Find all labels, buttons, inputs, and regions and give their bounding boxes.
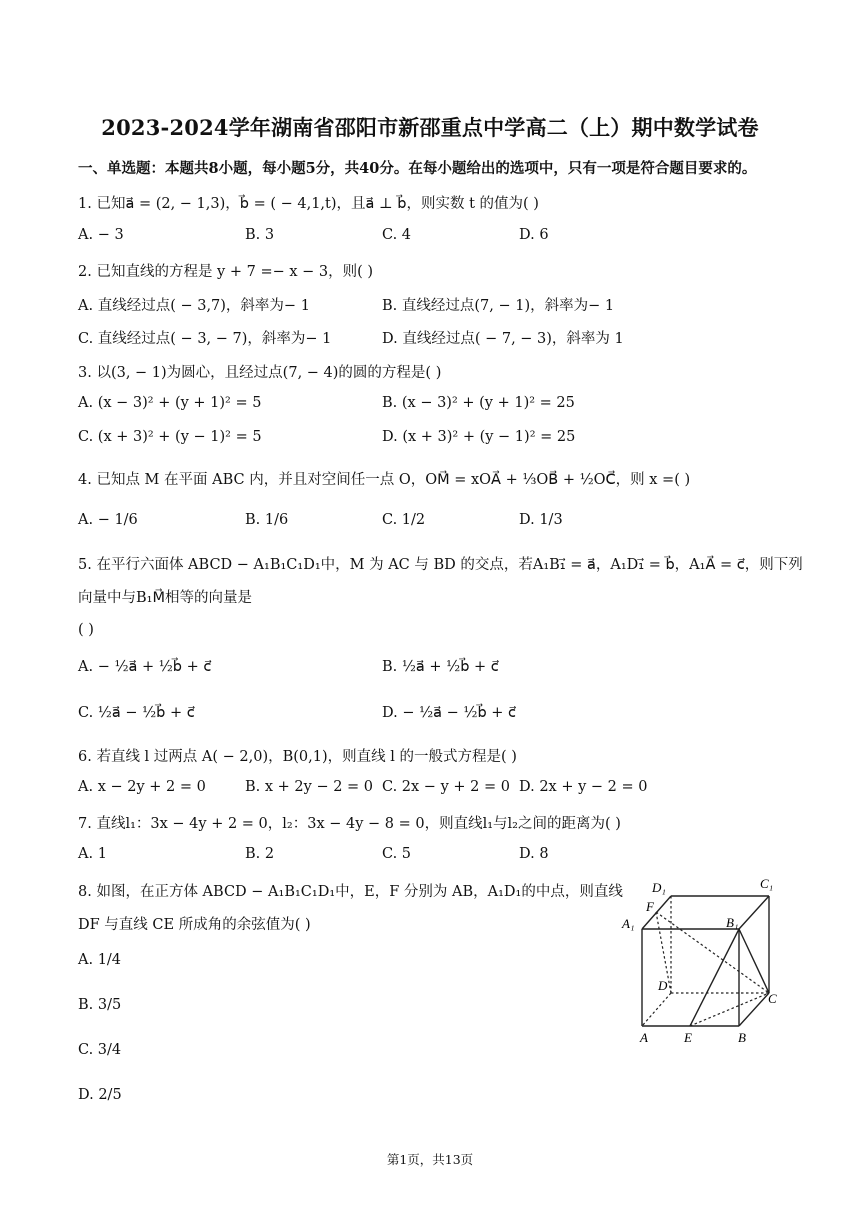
- q5-option-b: B. ½a⃗ + ½b⃗ + c⃗: [382, 659, 499, 675]
- q6-option-c: C. 2x − y + 2 = 0: [382, 779, 510, 795]
- q5-option-a: A. − ½a⃗ + ½b⃗ + c⃗: [78, 659, 212, 675]
- q7-option-c: C. 5: [382, 846, 412, 862]
- question-8-line-2: DF 与直线 CE 所成角的余弦值为( ): [78, 917, 311, 933]
- question-7: 7. 直线l₁：3x − 4y + 2 = 0，l₂：3x − 4y − 8 = 0，则直线l₁与l₂之间的距离为( ): [78, 816, 621, 832]
- label-b: B: [738, 1030, 746, 1045]
- question-3: 3. 以(3, − 1)为圆心，且经过点(7, − 4)的圆的方程是( ): [78, 365, 442, 381]
- q6-option-d: D. 2x + y − 2 = 0: [519, 779, 648, 795]
- q3-option-d: D. (x + 3)² + (y − 1)² = 25: [382, 429, 576, 445]
- label-e: E: [684, 1030, 692, 1045]
- q4-option-b: B. 1/6: [245, 512, 289, 528]
- question-4: 4. 已知点 M 在平面 ABC 内，并且对空间任一点 O，OM⃗ = xOA⃗ + ⅓OB⃗ + ½OC⃗，则 x =( ): [78, 472, 691, 488]
- q7-option-d: D. 8: [519, 846, 549, 862]
- q1-option-b: B. 3: [245, 227, 275, 243]
- q2-option-c: C. 直线经过点( − 3, − 7)，斜率为− 1: [78, 331, 332, 347]
- q1-option-a: A. − 3: [78, 227, 124, 243]
- q7-option-a: A. 1: [78, 846, 107, 862]
- label-d1: D₁: [652, 880, 666, 895]
- question-5: 5. 在平行六面体 ABCD − A₁B₁C₁D₁中，M 为 AC 与 BD 的交点，若A₁B₁⃗ = a⃗，A₁D₁⃗ = b⃗，A₁A⃗ = c⃗，则下列: [78, 557, 803, 573]
- q2-option-d: D. 直线经过点( − 7, − 3)，斜率为 1: [382, 331, 624, 347]
- question-6: 6. 若直线 l 过两点 A( − 2,0)，B(0,1)，则直线 l 的一般式方程是( ): [78, 749, 517, 765]
- cube-figure: [610, 872, 790, 1047]
- q4-option-d: D. 1/3: [519, 512, 563, 528]
- q1-option-d: D. 6: [519, 227, 549, 243]
- question-1: 1. 已知a⃗ = (2, − 1,3)，b⃗ = ( − 4,1,t)，且a⃗ ⊥ b⃗，则实数 t 的值为( ): [78, 196, 539, 212]
- label-f: F: [646, 899, 654, 914]
- q6-option-b: B. x + 2y − 2 = 0: [245, 779, 374, 795]
- label-a1: A₁: [622, 916, 635, 931]
- q2-option-a: A. 直线经过点( − 3,7)，斜率为− 1: [78, 298, 310, 314]
- q8-option-d: D. 2/5: [78, 1087, 122, 1103]
- q7-option-b: B. 2: [245, 846, 275, 862]
- question-5-line-2: 向量中与B₁M⃗相等的向量是: [78, 590, 252, 606]
- question-2: 2. 已知直线的方程是 y + 7 =− x − 3，则( ): [78, 264, 374, 280]
- q8-option-a: A. 1/4: [78, 952, 122, 968]
- page-title: 2023-2024学年湖南省邵阳市新邵重点中学高二（上）期中数学试卷: [101, 115, 759, 140]
- label-c: C: [768, 991, 777, 1006]
- q1-option-c: C. 4: [382, 227, 412, 243]
- label-b1: B₁: [726, 915, 739, 930]
- q3-option-b: B. (x − 3)² + (y + 1)² = 25: [382, 395, 575, 411]
- q4-option-c: C. 1/2: [382, 512, 426, 528]
- q3-option-c: C. (x + 3)² + (y − 1)² = 5: [78, 429, 262, 445]
- question-8: 8. 如图，在正方体 ABCD − A₁B₁C₁D₁中，E，F 分别为 AB，A₁D₁的中点，则直线: [78, 884, 623, 900]
- q6-option-a: A. x − 2y + 2 = 0: [78, 779, 206, 795]
- q8-option-c: C. 3/4: [78, 1042, 122, 1058]
- label-d: D: [658, 978, 668, 993]
- q8-option-b: B. 3/5: [78, 997, 122, 1013]
- page-footer: 第1页，共13页: [386, 1152, 474, 1167]
- q4-option-a: A. − 1/6: [78, 512, 138, 528]
- q5-option-c: C. ½a⃗ − ½b⃗ + c⃗: [78, 705, 195, 721]
- section-heading: 一、单选题：本题共8小题，每小题5分，共40分。在每小题给出的选项中，只有一项是符合题目要求的。: [78, 160, 757, 177]
- label-a: A: [640, 1030, 648, 1045]
- q2-option-b: B. 直线经过点(7, − 1)，斜率为− 1: [382, 298, 615, 314]
- q3-option-a: A. (x − 3)² + (y + 1)² = 5: [78, 395, 262, 411]
- q5-option-d: D. − ½a⃗ − ½b⃗ + c⃗: [382, 705, 516, 721]
- question-5-line-3: ( ): [78, 622, 94, 638]
- label-c1: C₁: [760, 876, 774, 891]
